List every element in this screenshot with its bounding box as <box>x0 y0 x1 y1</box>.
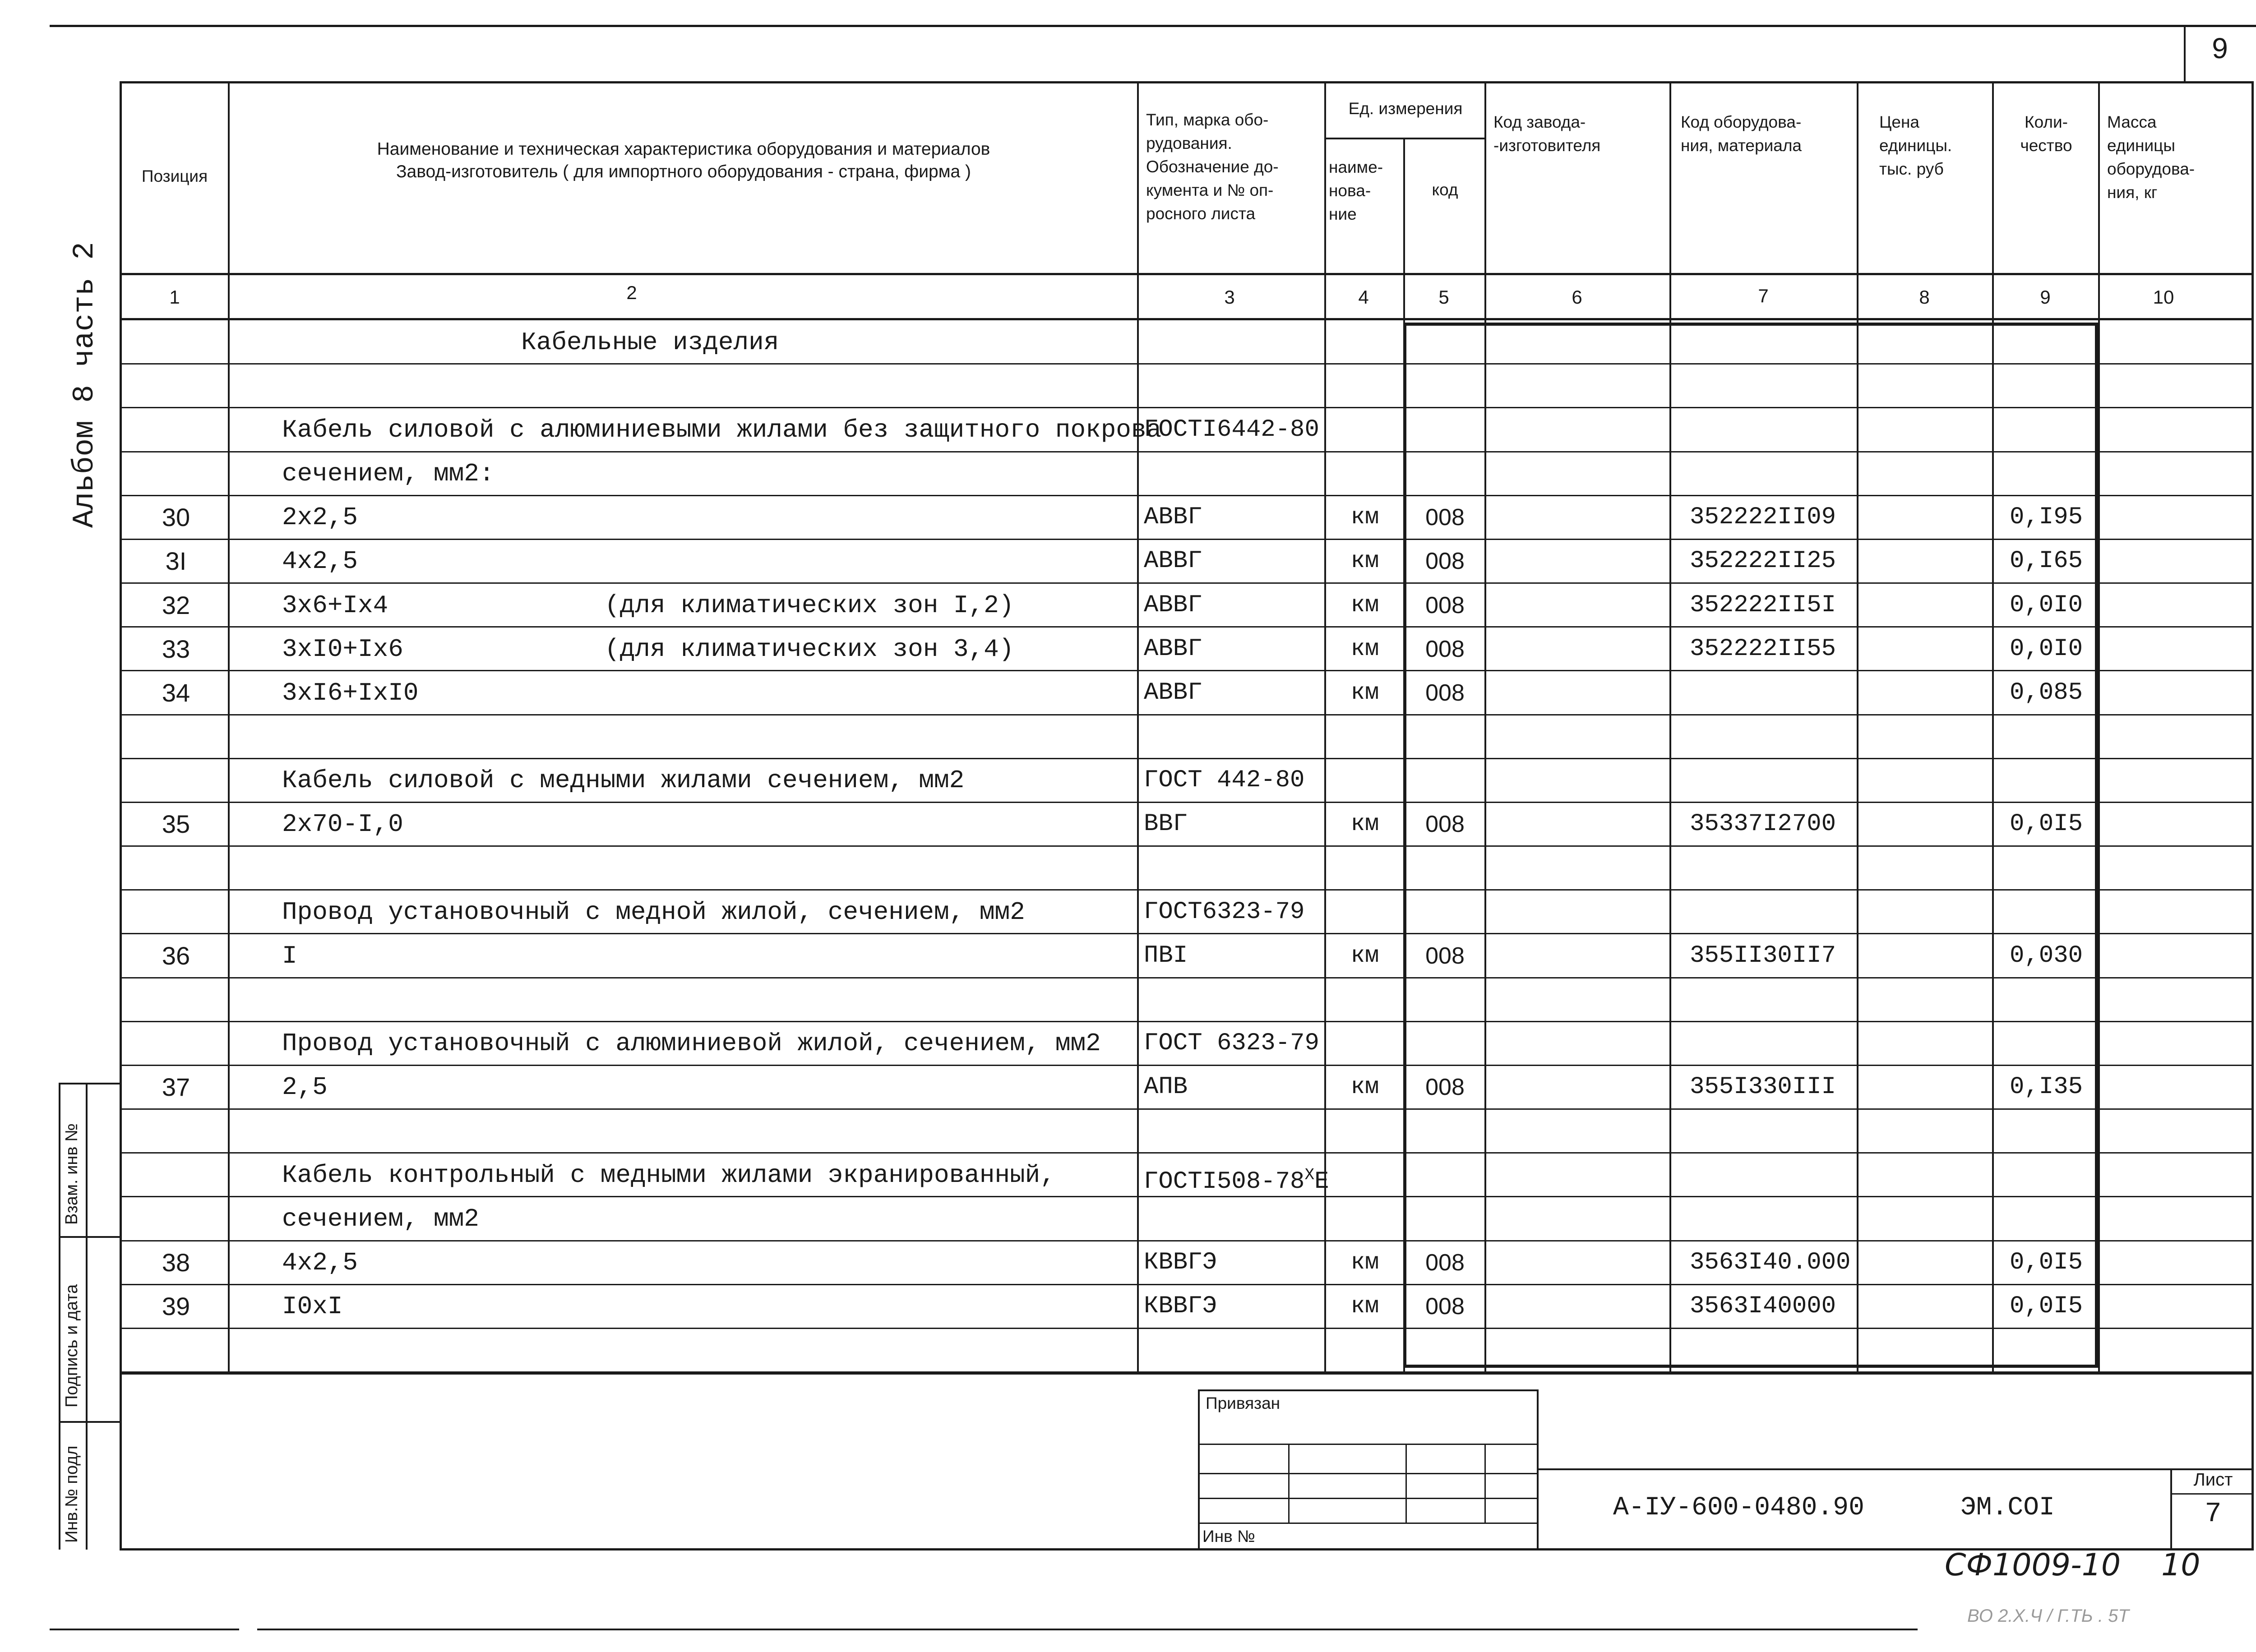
stamp-box-left <box>1198 1389 1200 1550</box>
row-unit: км <box>1350 1293 1379 1320</box>
row-line <box>120 451 2254 452</box>
row-name: Провод установочный с алюминиевой жилой, сечением, мм2 <box>282 1029 1101 1058</box>
row-unit-code: 008 <box>1425 680 1465 706</box>
sheet-box-left <box>2170 1468 2172 1550</box>
row-line <box>120 977 2254 978</box>
left-strip-replace: Взам. инв № <box>62 1123 81 1225</box>
row-name: Кабель контрольный с медными жилами экранированный, <box>282 1161 1055 1190</box>
frame-top <box>120 81 2254 83</box>
header-position: Позиция <box>141 167 208 185</box>
document-code: А-IУ-600-0480.90 <box>1613 1493 1864 1523</box>
row-unit: км <box>1350 548 1379 574</box>
page-box-left <box>2184 25 2186 83</box>
row-unit-code: 008 <box>1425 636 1465 662</box>
row-name: Кабель силовой с алюминиевыми жилами без защитного покрова <box>282 415 1162 444</box>
row-quantity: 0,I65 <box>2009 547 2083 575</box>
row-equipment-code: 3563I40000 <box>1690 1292 1836 1320</box>
row-name: 3хI6+IхI0 <box>282 678 419 707</box>
row-line <box>120 1108 2254 1110</box>
row-line <box>120 670 2254 671</box>
handwritten-page: 10 <box>2161 1547 2201 1583</box>
row-type: АВВГ <box>1144 679 1202 706</box>
frame-bottom <box>120 1548 2254 1550</box>
header-unit-name: наиме- нова- ние <box>1329 158 1383 223</box>
row-equipment-code: 355I330III <box>1690 1073 1836 1101</box>
row-line <box>120 1371 2254 1373</box>
row-position: 30 <box>162 503 190 531</box>
row-quantity: 0,0I5 <box>2009 1292 2083 1320</box>
row-equipment-code: 352222II09 <box>1690 503 1836 531</box>
row-line <box>120 626 2254 628</box>
sheet-number: 7 <box>2205 1498 2222 1530</box>
row-type: ВВГ <box>1144 810 1188 838</box>
row-type: КВВГЭ <box>1144 1249 1217 1276</box>
column-number-9: 9 <box>2040 286 2051 308</box>
row-type: АВВГ <box>1144 547 1202 575</box>
row-type: АВВГ <box>1144 503 1202 531</box>
row-unit: км <box>1350 592 1379 618</box>
frame-left <box>120 81 122 1550</box>
row-line <box>120 582 2254 584</box>
row-unit: км <box>1350 942 1379 969</box>
row-line <box>120 1284 2254 1285</box>
row-name: 2х2,5 <box>282 503 358 532</box>
column-number-3: 3 <box>1224 286 1235 308</box>
row-type: АПВ <box>1144 1073 1188 1101</box>
row-name: I0хI <box>282 1292 343 1321</box>
header-name-line1: Наименование и техническая характеристика оборудования и материалов <box>377 139 990 159</box>
row-position: 36 <box>162 941 190 970</box>
row-name: сечением, мм2 <box>282 1204 479 1233</box>
row-quantity: 0,0I0 <box>2009 635 2083 663</box>
row-equipment-code: 35337I2700 <box>1690 810 1836 838</box>
row-type: АВВГ <box>1144 591 1202 619</box>
row-unit-code: 008 <box>1425 504 1465 531</box>
stamp-inventory-label: Инв № <box>1202 1527 1255 1546</box>
stamp-box-top <box>1198 1389 1539 1391</box>
row-type: ГОСТ 6323-79 <box>1144 1029 1319 1057</box>
column-number-7: 7 <box>1758 285 1769 306</box>
stamp-col2 <box>1405 1444 1407 1523</box>
row-position: 3I <box>165 547 187 575</box>
header-units: Ед. измерения <box>1348 99 1463 118</box>
column-number-4: 4 <box>1358 286 1369 308</box>
row-equipment-code: 352222II5I <box>1690 591 1836 619</box>
row-unit: км <box>1350 636 1379 662</box>
row-unit-code: 008 <box>1425 811 1465 837</box>
row-quantity: 0,I35 <box>2009 1073 2083 1101</box>
row-type-superscript: Х <box>1304 1166 1315 1184</box>
row-unit: км <box>1350 504 1379 531</box>
row-line <box>120 1240 2254 1241</box>
row-quantity: 0,I95 <box>2009 503 2083 531</box>
row-quantity: 0,030 <box>2009 942 2083 969</box>
row-position: 32 <box>162 591 190 619</box>
row-name: Кабель силовой с медными жилами сечением, мм2 <box>282 766 965 795</box>
row-unit-code: 008 <box>1425 1293 1465 1320</box>
row-position: 33 <box>162 635 190 663</box>
row-type: ПВI <box>1144 942 1188 969</box>
section-title: Кабельные изделия <box>521 328 779 357</box>
column-number-2: 2 <box>626 282 637 303</box>
stamp-col3 <box>1484 1444 1486 1523</box>
header-manufacturer-code: Код завода- -изготовителя <box>1493 113 1601 155</box>
row-name: 3х6+Iх4 <box>282 591 388 620</box>
stamp-col1 <box>1288 1444 1290 1523</box>
left-strip-div2 <box>59 1421 122 1423</box>
colnum-bottom-line <box>120 318 2254 320</box>
row-unit-code: 008 <box>1425 1250 1465 1276</box>
header-type: Тип, марка обо- рудования. Обозначение до- кумента и № оп- росного листа <box>1146 111 1279 223</box>
row-name: 4х2,5 <box>282 547 358 576</box>
column-number-1: 1 <box>169 286 180 308</box>
row-quantity: 0,0I5 <box>2009 810 2083 838</box>
bottom-rule-right <box>257 1629 1918 1630</box>
unit-subheader-line <box>1324 138 1484 139</box>
column-number-5: 5 <box>1438 286 1449 308</box>
row-line <box>120 933 2254 934</box>
row-line <box>120 363 2254 365</box>
row-name: сечением, мм2: <box>282 459 495 488</box>
row-equipment-code: 355II30II7 <box>1690 942 1836 969</box>
row-position: 34 <box>162 678 190 707</box>
row-quantity: 0,0I5 <box>2009 1249 2083 1276</box>
header-mass: Масса единицы оборудова- ния, кг <box>2107 113 2195 202</box>
row-unit: км <box>1350 679 1379 706</box>
sheet-label: Лист <box>2193 1470 2233 1490</box>
row-note: (для климатических зон 3,4) <box>605 635 1014 664</box>
row-type: ГОСТ6323-79 <box>1144 898 1305 926</box>
row-unit-code: 008 <box>1425 592 1465 618</box>
side-label: Альбом 8 часть 2 <box>68 242 102 528</box>
row-line <box>120 407 2254 408</box>
frame-right <box>2251 81 2254 1550</box>
row-position: 38 <box>162 1248 190 1277</box>
row-name: I <box>282 941 297 970</box>
stamp-bound-label: Привязан <box>1206 1394 1281 1412</box>
header-price: Цена единицы. тыс. руб <box>1879 113 1952 178</box>
row-line <box>120 1021 2254 1022</box>
row-unit-code: 008 <box>1425 548 1465 574</box>
row-position: 37 <box>162 1073 190 1101</box>
sheet-box-mid <box>2170 1493 2254 1495</box>
left-strip-signature: Подпись и дата <box>62 1284 81 1407</box>
row-name: 3хI0+Iх6 <box>282 635 403 664</box>
header-name-line2: Завод-изготовитель ( для импортного оборудования - страна, фирма ) <box>396 162 971 181</box>
header-quantity: Коли- чество <box>2020 113 2072 155</box>
row-line <box>120 539 2254 540</box>
top-border <box>50 25 2256 27</box>
row-unit: км <box>1350 1074 1379 1100</box>
row-type: ГОСТI6442-80 <box>1144 416 1319 443</box>
row-unit: км <box>1350 811 1379 837</box>
stamp-row3 <box>1198 1498 1539 1499</box>
section-code: ЭМ.СОI <box>1960 1493 2055 1523</box>
title-block-top <box>1539 1468 2254 1470</box>
row-line <box>120 845 2254 847</box>
row-unit: км <box>1350 1249 1379 1276</box>
left-strip-inventory: Инв.№ подл <box>62 1445 81 1543</box>
left-strip-left <box>59 1083 60 1550</box>
bottom-rule-left <box>50 1629 239 1630</box>
row-line <box>120 1065 2254 1066</box>
row-equipment-code: 352222II55 <box>1690 635 1836 663</box>
left-strip-div1 <box>59 1236 122 1238</box>
left-strip-mid <box>86 1083 88 1550</box>
left-strip-top <box>59 1083 122 1084</box>
row-line <box>120 758 2254 759</box>
column-number-6: 6 <box>1572 286 1582 308</box>
faint-stamp: ВО 2.Х.Ч / Г.ТЬ . 5Т <box>1967 1606 2129 1626</box>
row-line <box>120 495 2254 496</box>
row-equipment-code: 352222II25 <box>1690 547 1836 575</box>
column-number-10: 10 <box>2153 286 2174 308</box>
handwritten-code: СФ1009-10 <box>1945 1547 2121 1583</box>
column-number-8: 8 <box>1919 286 1930 308</box>
stamp-row2 <box>1198 1473 1539 1474</box>
header-equipment-code: Код оборудова- ния, материала <box>1681 113 1802 155</box>
row-note: (для климатических зон I,2) <box>605 591 1014 620</box>
row-quantity: 0,0I0 <box>2009 591 2083 619</box>
row-quantity: 0,085 <box>2009 679 2083 706</box>
row-line <box>120 802 2254 803</box>
row-type: ГОСТ 442-80 <box>1144 766 1305 794</box>
row-line <box>120 889 2254 891</box>
row-position: 35 <box>162 810 190 838</box>
header-unit-code: код <box>1432 180 1458 199</box>
row-name: 2х70-I,0 <box>282 810 403 839</box>
page-number: 9 <box>2212 32 2228 65</box>
row-unit-code: 008 <box>1425 1074 1465 1100</box>
row-line <box>120 1152 2254 1154</box>
row-type: КВВГЭ <box>1144 1292 1217 1320</box>
row-unit-code: 008 <box>1425 943 1465 969</box>
row-type: $ГОСТI508-78^ХЕ$ <box>1144 1166 1329 1195</box>
row-name: 2,5 <box>282 1073 328 1102</box>
stamp-row4 <box>1198 1523 1539 1524</box>
row-type-suffix: Е <box>1314 1168 1329 1195</box>
row-position: 39 <box>162 1292 190 1320</box>
stamp-row1 <box>1198 1444 1539 1445</box>
row-line <box>120 714 2254 715</box>
row-name: Провод установочный с медной жилой, сечением, мм2 <box>282 898 1025 927</box>
row-line <box>120 1328 2254 1329</box>
header-bottom-line <box>120 273 2254 275</box>
row-type: АВВГ <box>1144 635 1202 663</box>
row-equipment-code: 3563I40.000 <box>1690 1249 1851 1276</box>
row-name: 4х2,5 <box>282 1248 358 1277</box>
